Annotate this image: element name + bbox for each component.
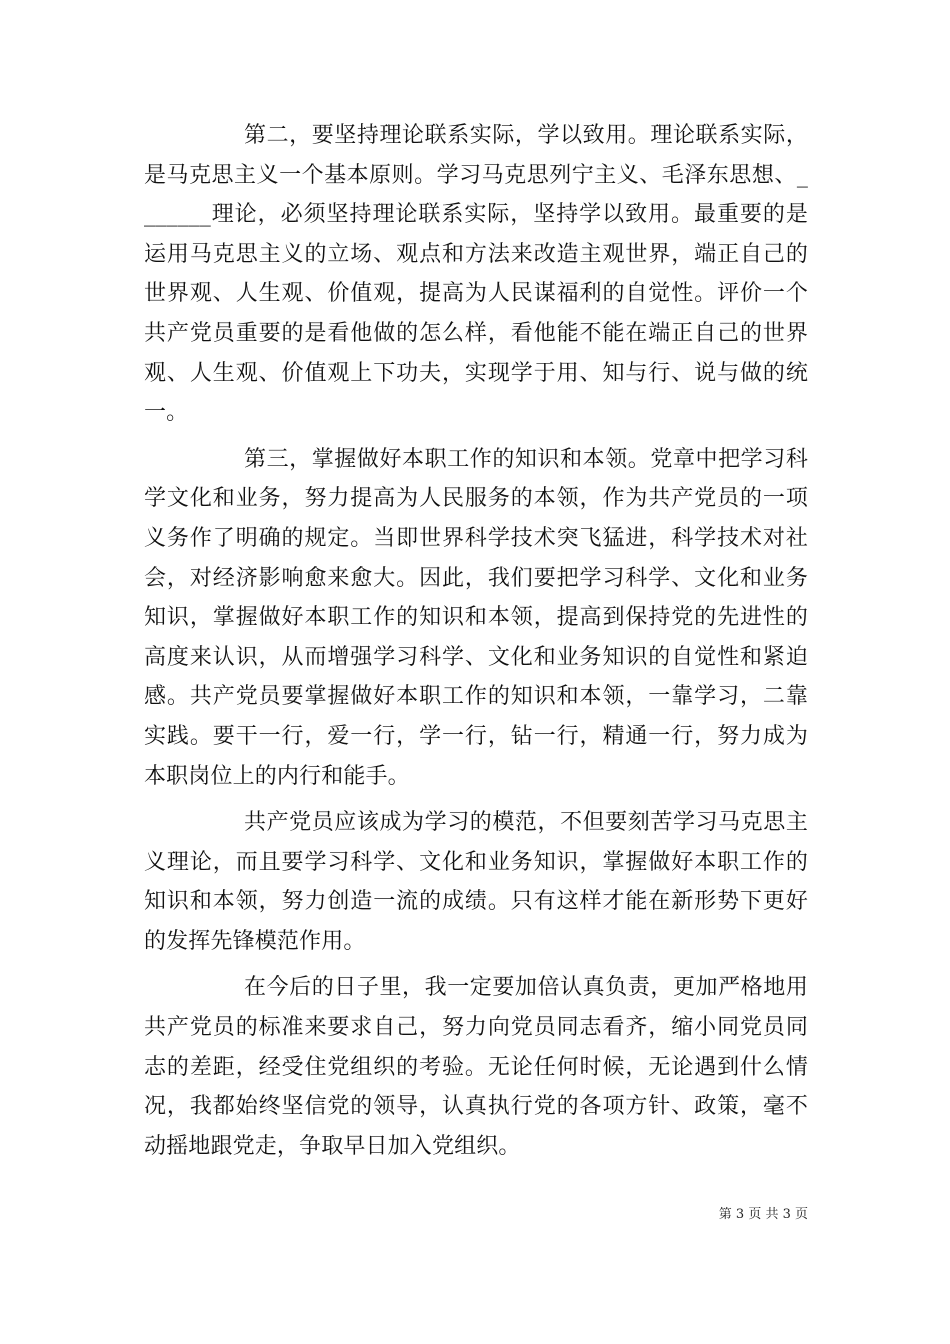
paragraph-third-point: 第三，掌握做好本职工作的知识和本领。党章中把学习科学文化和业务，努力提高为人民服务的本领，作为共产党员的一项义务作了明确的规定。当即世界科学技术突飞猛进，科学技术对社会，对经济影响愈来愈大。因此，我们要把学习科学、文化和业务知识，掌握做好本职工作的知识和本领，提高到保持党的先进性的高度来认识，从而增强学习科学、文化和业务知识的自觉性和紧迫感。共产党员要掌握做好本职工作的知识和本领，一靠学习，二靠实践。要干一行，爱一行，学一行，钻一行，精通一行，努力成为本职岗位上的内行和能手。	[144, 446, 808, 789]
paragraph-second-point: 第二，要坚持理论联系实际，学以致用。理论联系实际，是马克思主义一个基本原则。学习马克思列宁主义、毛泽东思想、_______理论，必须坚持理论联系实际，坚持学以致用。最重要的是运用马克思主义的立场、观点和方法来改造主观世界，端正自己的世界观、人生观、价值观，提高为人民谋福利的自觉性。评价一个共产党员重要的是看他做的怎么样，看他能不能在端正自己的世界观、人生观、价值观上下功夫，实现学于用、知与行、说与做的统一。	[144, 123, 808, 426]
paragraph-commitment: 在今后的日子里，我一定要加倍认真负责，更加严格地用共产党员的标准来要求自己，努力向党员同志看齐，缩小同党员同志的差距，经受住党组织的考验。无论任何时候，无论遇到什么情况，我都始终坚信党的领导，认真执行党的各项方针、政策，毫不动摇地跟党走，争取早日加入党组织。	[144, 975, 808, 1159]
page-number: 第 3 页 共 3 页	[718, 1207, 808, 1222]
document-body	[144, 116, 808, 1166]
paragraph-role-model: 共产党员应该成为学习的模范，不但要刻苦学习马克思主义理论，而且要学习科学、文化和业务知识，掌握做好本职工作的知识和本领，努力创造一流的成绩。只有这样才能在新形势下更好的发挥先锋模范作用。	[144, 810, 808, 954]
